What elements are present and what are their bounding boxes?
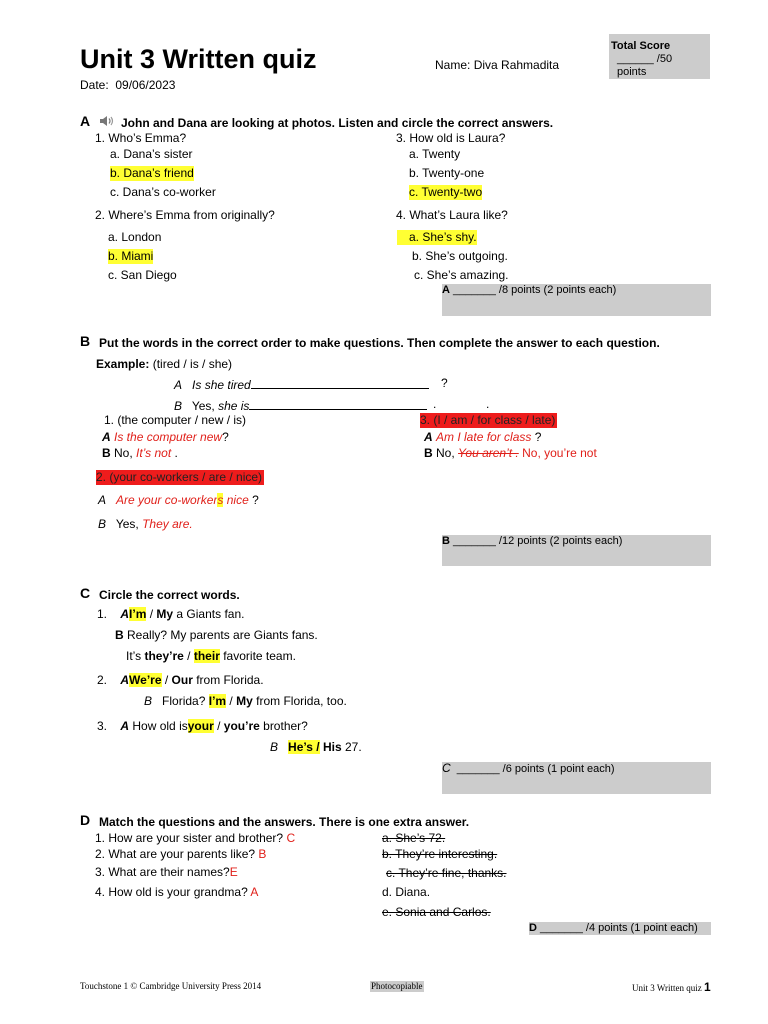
section-c-score-box bbox=[442, 762, 711, 794]
a-q1-opt-a[interactable]: a. Dana’s sister bbox=[110, 147, 193, 161]
c-item3-pre: How old is bbox=[132, 719, 188, 733]
section-d-letter: D bbox=[80, 812, 91, 828]
b-q2-a-answer-1: Are your co-worker bbox=[116, 493, 218, 507]
c-item2-a-label: A bbox=[120, 673, 130, 687]
c-item1-opt2[interactable]: My bbox=[156, 607, 174, 621]
b-q1-a-end: ? bbox=[222, 430, 229, 444]
c-item1-c-pre: It’s bbox=[126, 649, 142, 663]
b-example-b bbox=[174, 397, 427, 414]
speaker-icon[interactable] bbox=[99, 114, 115, 128]
c-item1-c bbox=[126, 649, 296, 664]
d-q4 bbox=[95, 885, 258, 900]
b-q2-a bbox=[98, 493, 259, 508]
name-value: Diva Rahmadita bbox=[473, 58, 560, 72]
section-d-instruction: Match the questions and the answers. There is one extra answer. bbox=[99, 815, 470, 829]
b-example-a-text: Is she tired bbox=[192, 378, 251, 392]
b-example-a bbox=[174, 376, 429, 393]
c-item3-a-label: A bbox=[120, 719, 130, 733]
total-score-value bbox=[609, 53, 710, 66]
c-item2-opt2[interactable]: Our bbox=[171, 673, 193, 687]
b-q2-a-answer-s: s bbox=[217, 493, 224, 507]
b-q3-b-no: No, bbox=[436, 446, 455, 460]
a-q4-opt-c[interactable]: c. She’s amazing. bbox=[414, 268, 509, 282]
a-q3-opt-b[interactable]: b. Twenty-one bbox=[409, 166, 485, 180]
d-q3 bbox=[95, 865, 238, 880]
c-item3-rest: brother? bbox=[263, 719, 308, 733]
b-example-b-label: B bbox=[174, 399, 183, 413]
a-q4: 4. What’s Laura like? bbox=[396, 208, 508, 222]
b-q1-b bbox=[102, 446, 178, 461]
a-q4-opt-b[interactable]: b. She’s outgoing. bbox=[412, 249, 508, 263]
section-d-score-text: _______ /4 points (1 point each) bbox=[540, 922, 698, 934]
c-item1-c-sep: / bbox=[187, 649, 191, 663]
section-b-score-letter: B bbox=[442, 535, 450, 547]
c-item2-a bbox=[97, 673, 264, 688]
b-q1-a-label: A bbox=[102, 430, 111, 444]
c-item1-c-rest: favorite team. bbox=[223, 649, 296, 663]
date-label: Date: bbox=[80, 78, 109, 92]
b-example-b-text: she is bbox=[218, 399, 250, 413]
a-q4-opt-a-selected[interactable]: a. She’s shy. bbox=[397, 230, 477, 245]
a-q3: 3. How old is Laura? bbox=[396, 131, 506, 145]
b-q2-a-end: ? bbox=[252, 493, 259, 507]
d-q1-answer: C bbox=[286, 831, 296, 845]
c-item2-b-opt2[interactable]: My bbox=[236, 694, 253, 708]
c-item2-b bbox=[144, 694, 347, 709]
b-q1-words: 1. (the computer / new / is) bbox=[104, 413, 247, 427]
a-q2-opt-b-selected[interactable]: b. Miami bbox=[108, 249, 154, 263]
c-item2-rest: from Florida. bbox=[196, 673, 264, 687]
footer-page-number: 1 bbox=[703, 980, 711, 994]
d-q2-answer: B bbox=[258, 847, 267, 861]
total-score-blank: ______ bbox=[617, 53, 654, 65]
b-q2-b-label: B bbox=[98, 517, 107, 531]
b-q3-words: 3. (I / am / for class / late) bbox=[420, 413, 556, 427]
c-item2-num: 2. bbox=[97, 673, 108, 687]
c-item1-a bbox=[97, 607, 244, 622]
b-q2-b bbox=[98, 517, 193, 532]
b-q1-b-label: B bbox=[102, 446, 111, 460]
a-q3-opt-c-selected[interactable]: c. Twenty-two bbox=[409, 185, 483, 199]
b-q3-a-answer: Am I late for class bbox=[436, 430, 532, 444]
b-example-words: (tired / is / she) bbox=[152, 357, 233, 371]
b-q1-b-end: . bbox=[174, 446, 178, 460]
footer-unit-text: Unit 3 Written quiz bbox=[632, 983, 702, 993]
c-item2-b-label: B bbox=[144, 694, 153, 708]
c-item3-opt1-selected[interactable]: your bbox=[187, 719, 214, 733]
a-q2: 2. Where’s Emma from originally? bbox=[95, 208, 275, 222]
a-q1: 1. Who’s Emma? bbox=[95, 131, 187, 145]
section-a-score-box bbox=[442, 284, 711, 316]
b-q1-b-no: No, bbox=[114, 446, 133, 460]
d-q1 bbox=[95, 831, 295, 846]
b-example-a-label: A bbox=[174, 378, 183, 392]
b-q1-a-answer: Is the computer new bbox=[114, 430, 223, 444]
b-example-b-yes: Yes, bbox=[191, 399, 215, 413]
b-example-b-line bbox=[249, 397, 427, 410]
c-item3-b bbox=[270, 740, 362, 755]
c-item2-opt1-selected[interactable]: We’re bbox=[129, 673, 162, 687]
b-q2-words: 2. (your co-workers / are / nice) bbox=[96, 470, 263, 484]
b-example-label: Example: bbox=[96, 357, 150, 371]
section-a-score-letter: A bbox=[442, 284, 450, 296]
total-score-box bbox=[609, 34, 710, 79]
c-item3-b-label: B bbox=[270, 740, 279, 754]
b-q3-b-struck: You aren’t . bbox=[458, 446, 519, 460]
section-b-instruction: Put the words in the correct order to make questions. Then complete the answer to each question. bbox=[99, 336, 660, 350]
c-item1-rest: a Giants fan. bbox=[176, 607, 245, 621]
page-title: Unit 3 Written quiz bbox=[80, 44, 317, 74]
a-q2-opt-a[interactable]: a. London bbox=[108, 230, 162, 244]
b-q3-b-label: B bbox=[424, 446, 433, 460]
b-q1-b-answer: It’s not bbox=[136, 446, 172, 460]
c-item2-b-pre: Florida? bbox=[162, 694, 206, 708]
c-item3-sep: / bbox=[217, 719, 221, 733]
d-opt-e: e. Sonia and Carlos. bbox=[382, 905, 491, 919]
c-item3-num: 3. bbox=[97, 719, 108, 733]
b-example-dot-2: . bbox=[486, 397, 490, 411]
d-q2 bbox=[95, 847, 266, 862]
speaker-icon-glyph bbox=[99, 114, 115, 128]
d-q3-answer: E bbox=[229, 865, 238, 879]
b-q1-a bbox=[102, 430, 229, 445]
section-b-score-text: _______ /12 points (2 points each) bbox=[453, 535, 623, 547]
name-line bbox=[435, 58, 559, 73]
c-item3-b-rest: 27. bbox=[344, 740, 362, 754]
name-label: Name: bbox=[435, 58, 471, 72]
b-q3-b bbox=[424, 446, 597, 461]
c-item1-b-text: Really? My parents are Giants fans. bbox=[127, 628, 318, 642]
footer-unit bbox=[632, 981, 711, 995]
section-d-score-box bbox=[529, 922, 711, 935]
total-score-max: /50 bbox=[656, 53, 673, 65]
c-item1-opt1-selected[interactable]: I’m bbox=[129, 607, 147, 621]
section-a-letter: A bbox=[80, 113, 91, 129]
a-q3-opt-a[interactable]: a. Twenty bbox=[409, 147, 461, 161]
b-q3-a-label: A bbox=[424, 430, 433, 444]
b-example-dot-1: . bbox=[433, 397, 437, 411]
date-line bbox=[80, 78, 175, 93]
a-q2-opt-c[interactable]: c. San Diego bbox=[108, 268, 177, 282]
a-q1-opt-c[interactable]: c. Dana’s co-worker bbox=[110, 185, 216, 199]
b-q2-a-label: A bbox=[98, 493, 107, 507]
section-a-instruction: John and Dana are looking at photos. Listen and circle the correct answers. bbox=[121, 116, 554, 130]
total-score-title: Total Score bbox=[611, 40, 671, 52]
c-item2-b-rest: from Florida, too. bbox=[256, 694, 347, 708]
b-q2-b-answer: They are. bbox=[142, 517, 193, 531]
c-item3-opt2[interactable]: you’re bbox=[223, 719, 260, 733]
c-item1-c-opt1[interactable]: they’re bbox=[144, 649, 184, 663]
c-item1-num: 1. bbox=[97, 607, 108, 621]
d-q2-text: 2. What are your parents like? bbox=[95, 847, 256, 861]
b-q2-b-yes: Yes, bbox=[115, 517, 139, 531]
d-q4-text: 4. How old is your grandma? bbox=[95, 885, 248, 899]
section-c-letter: C bbox=[80, 585, 91, 601]
d-q4-answer: A bbox=[250, 885, 259, 899]
section-a-score-text: _______ /8 points (2 points each) bbox=[453, 284, 617, 296]
footer-photocopiable: Photocopiable bbox=[371, 981, 423, 991]
section-b-letter: B bbox=[80, 333, 91, 349]
d-opt-a: a. She’s 72. bbox=[382, 831, 446, 845]
d-opt-c: c. They’re fine, thanks. bbox=[386, 866, 507, 880]
b-example-qmark: ? bbox=[441, 376, 448, 390]
c-item2-sep: / bbox=[164, 673, 169, 687]
footer-copyright: Touchstone 1 © Cambridge University Press 2014 bbox=[80, 981, 262, 991]
b-q3-a-end: ? bbox=[534, 430, 542, 444]
c-item1-sep: / bbox=[149, 607, 154, 621]
c-item2-b-sep: / bbox=[229, 694, 233, 708]
d-opt-d: d. Diana. bbox=[382, 885, 431, 899]
d-q1-text: 1. How are your sister and brother? bbox=[95, 831, 284, 845]
b-q3-a bbox=[424, 430, 541, 445]
c-item1-a-label: A bbox=[120, 607, 130, 621]
total-score-unit: points bbox=[617, 66, 647, 78]
section-c-instruction: Circle the correct words. bbox=[99, 588, 240, 602]
section-d-score-letter: D bbox=[529, 922, 537, 934]
b-q3-b-answer: No, you’re not bbox=[522, 446, 597, 460]
date-value: 09/06/2023 bbox=[115, 78, 176, 92]
c-item2-b-opt1-selected[interactable]: I’m bbox=[208, 694, 227, 708]
c-item1-c-opt2-selected[interactable]: their bbox=[193, 649, 220, 663]
c-item3-a bbox=[97, 719, 308, 734]
section-c-score-text: _______ /6 points (1 point each) bbox=[456, 763, 615, 775]
c-item3-b-opt2[interactable]: His bbox=[322, 740, 342, 754]
a-q1-opt-b-selected[interactable]: b. Dana’s friend bbox=[110, 166, 194, 180]
d-opt-b: b. They’re interesting. bbox=[382, 847, 498, 861]
section-b-score-box bbox=[442, 535, 711, 566]
section-c-score-letter: C bbox=[442, 761, 451, 775]
c-item1-b-label: B bbox=[115, 628, 124, 642]
c-item1-b bbox=[115, 628, 318, 643]
b-example-a-line bbox=[251, 376, 429, 389]
b-q2-a-answer-2: nice bbox=[226, 493, 249, 507]
c-item3-b-opt1-selected[interactable]: He’s / bbox=[288, 740, 320, 754]
b-example bbox=[96, 357, 232, 372]
d-q3-text: 3. What are their names? bbox=[95, 865, 230, 879]
